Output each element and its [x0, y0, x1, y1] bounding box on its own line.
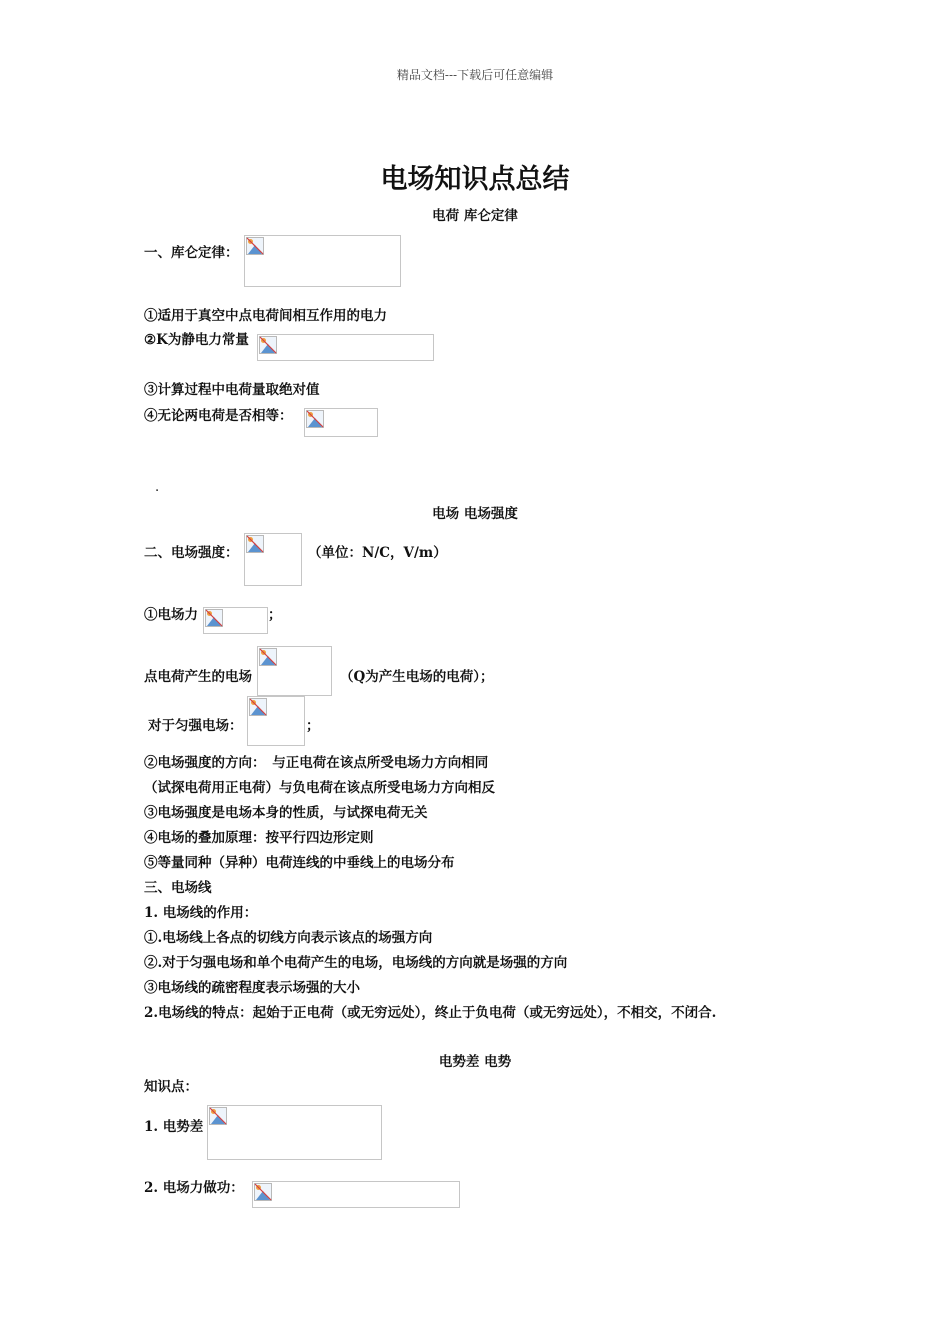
potential-difference-label: 1. 电势差 [144, 1119, 204, 1135]
formula-image-uniform-field [247, 696, 305, 746]
formula-image-electric-force [203, 607, 268, 634]
coulomb-item-3: ③计算过程中电荷量取绝对值 [144, 382, 320, 398]
section-heading-field: 电场 电场强度 [432, 506, 518, 522]
text-line: ②.对于匀强电场和单个电荷产生的电场，电场线的方向就是场强的方向 [144, 955, 568, 971]
text-line: 1. 电场线的作用： [144, 905, 258, 921]
field-strength-label: 二、电场强度： [144, 545, 239, 561]
coulomb-item-4: ④无论两电荷是否相等： [144, 408, 293, 424]
section-heading-coulomb: 电荷 库仑定律 [432, 208, 518, 224]
semicolon-1: ； [268, 607, 282, 623]
formula-image-k-constant [257, 334, 434, 361]
coulomb-item-1: ①适用于真空中点电荷间相互作用的电力 [144, 308, 387, 324]
broken-image-icon [259, 336, 277, 354]
text-line: ①.电场线上各点的切线方向表示该点的场强方向 [144, 930, 433, 946]
uniform-field-label: 对于匀强电场： [148, 718, 243, 734]
broken-image-icon [209, 1107, 227, 1125]
broken-image-icon [254, 1183, 272, 1201]
point-charge-field-label: 点电荷产生的电场 [144, 669, 252, 685]
section-label-field-lines: 三、电场线 [144, 880, 212, 896]
broken-image-icon [205, 609, 223, 627]
electric-force-label: ①电场力 [144, 607, 198, 623]
document-title: 电场知识点总结 [380, 164, 570, 195]
formula-image-point-charge [257, 646, 332, 696]
formula-image-field-work [252, 1181, 460, 1208]
text-line: ②电场强度的方向： 与正电荷在该点所受电场力方向相同 [144, 755, 489, 771]
page-header: 精品文档---下载后可任意编辑 [396, 68, 554, 82]
broken-image-icon [249, 698, 267, 716]
formula-image-field-strength [244, 533, 302, 586]
coulomb-law-label: 一、库仑定律： [144, 245, 239, 261]
field-work-label: 2. 电场力做功： [144, 1180, 244, 1196]
stray-dot: . [155, 480, 160, 495]
field-unit-note: （单位：N/C，V/m） [308, 545, 447, 561]
formula-image-coulomb [244, 235, 401, 287]
text-line: ③电场强度是电场本身的性质，与试探电荷无关 [144, 805, 428, 821]
text-line: ⑤等量同种（异种）电荷连线的中垂线上的电场分布 [144, 855, 455, 871]
broken-image-icon [246, 237, 264, 255]
broken-image-icon [259, 648, 277, 666]
point-charge-note: （Q为产生电场的电荷）； [340, 669, 494, 685]
text-line: ④电场的叠加原理：按平行四边形定则 [144, 830, 374, 846]
coulomb-item-2: ②K为静电力常量 [144, 332, 249, 348]
semicolon-2: ； [306, 718, 320, 734]
text-line: （试探电荷用正电荷）与负电荷在该点所受电场力方向相反 [144, 780, 495, 796]
text-line: 2.电场线的特点：起始于正电荷（或无穷远处），终止于负电荷（或无穷远处），不相交，不闭合. [144, 1005, 717, 1021]
broken-image-icon [306, 410, 324, 428]
formula-image-force-pair [304, 408, 378, 437]
knowledge-points-label: 知识点： [144, 1079, 198, 1095]
section-heading-potential: 电势差 电势 [438, 1054, 512, 1070]
text-line: ③电场线的疏密程度表示场强的大小 [144, 980, 360, 996]
formula-image-potential-difference [207, 1105, 382, 1160]
broken-image-icon [246, 535, 264, 553]
